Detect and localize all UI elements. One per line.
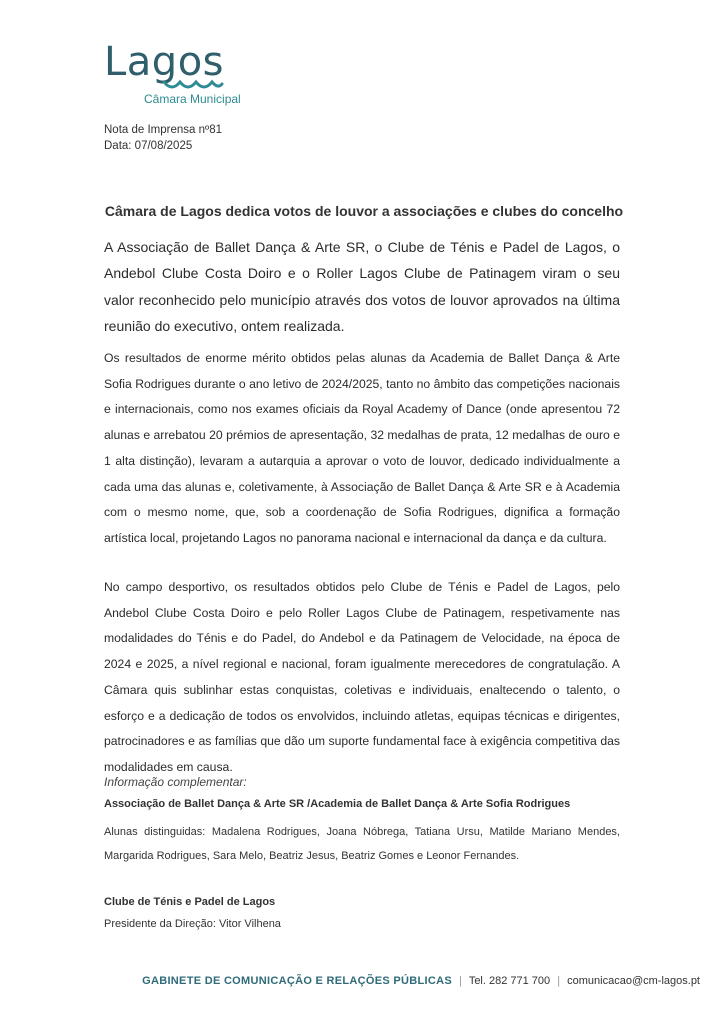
footer-separator: | <box>557 975 561 987</box>
press-title: Câmara de Lagos dedica votos de louvor a associações e clubes do concelho <box>104 203 624 219</box>
info-section-1-title: Associação de Ballet Dança & Arte SR /Academia de Ballet Dança & Arte Sofia Rodrigues <box>104 798 571 810</box>
lead-paragraph: A Associação de Ballet Dança & Arte SR, o Clube de Ténis e Padel de Lagos, o Andebol Clube Costa Doiro e o Roller Lagos Clube de Patinagem viram o seu valor reconhecido pelo município através dos votos de louvor aprovados na última reunião do executivo, ontem realizada. <box>104 239 620 335</box>
logo-subtitle: Câmara Municipal <box>144 92 241 106</box>
body-paragraph-2: No campo desportivo, os resultados obtidos pelo Clube de Ténis e Padel de Lagos, pelo Andebol Clube Costa Doiro e pelo Roller Lagos Clube de Patinagem, respetivamente nas modalidades do Ténis e do Padel, do Andebol e da Patinagem de Velocidade, na época de 2024 e 2025, a nível regional e nacional, foram igualmente merecedores de congratulação. A Câmara quis sublinhar estas conquistas, coletivas e individuais, enaltecendo o talento, o esforço e a dedicação de todos os envolvidos, incluindo atletas, equipas técnicas e dirigentes, patrocinadores e as famílias que dão um suporte fundamental face à exigência competitiva das modalidades em causa. <box>104 580 620 774</box>
body-paragraph-1: Os resultados de enorme mérito obtidos pelas alunas da Academia de Ballet Dança & Arte Sofia Rodrigues durante o ano letivo de 2024/2025, tanto no âmbito das competições nacionais e internacionais, como nos exames oficiais da Royal Academy of Dance (onde apresentou 72 alunas e arrebatou 20 prémios de apresentação, 32 medalhas de prata, 12 medalhas de ouro e 1 alta distinção), levaram a autarquia a aprovar o voto de louvor, dedicado individualmente a cada uma das alunas e, coletivamente, à Associação de Ballet Dança & Arte SR e à Academia com o mesmo nome, que, sob a coordenação de Sofia Rodrigues, dignifica a formação artística local, projetando Lagos no panorama nacional e internacional da dança e da cultura. <box>104 351 620 545</box>
logo-wordmark: Lagos <box>104 39 224 85</box>
info-heading: Informação complementar: <box>104 775 247 789</box>
press-meta <box>104 122 222 154</box>
press-date: Data: 07/08/2025 <box>104 140 193 152</box>
press-note-number: Nota de Imprensa nº81 <box>104 124 222 136</box>
footer-phone: Tel. 282 771 700 <box>468 975 551 987</box>
info-section-1-text: Alunas distinguidas: Madalena Rodrigues, Joana Nóbrega, Tatiana Ursu, Matilde Mariano Mendes, Margarida Rodrigues, Sara Melo, Beatriz Jesus, Beatriz Gomes e Leonor Fernandes. <box>104 826 620 862</box>
logo-waves-icon <box>162 78 224 92</box>
municipal-logo <box>104 40 244 112</box>
info-section-2-text: Presidente da Direção: Vitor Vilhena <box>104 918 281 930</box>
footer-contact <box>142 975 700 987</box>
info-section-2-title: Clube de Ténis e Padel de Lagos <box>104 896 276 908</box>
footer-org: GABINETE DE COMUNICAÇÃO E RELAÇÕES PÚBLICAS <box>142 975 453 987</box>
footer-separator: | <box>459 975 462 987</box>
footer-email: comunicacao@cm-lagos.pt <box>567 975 700 987</box>
